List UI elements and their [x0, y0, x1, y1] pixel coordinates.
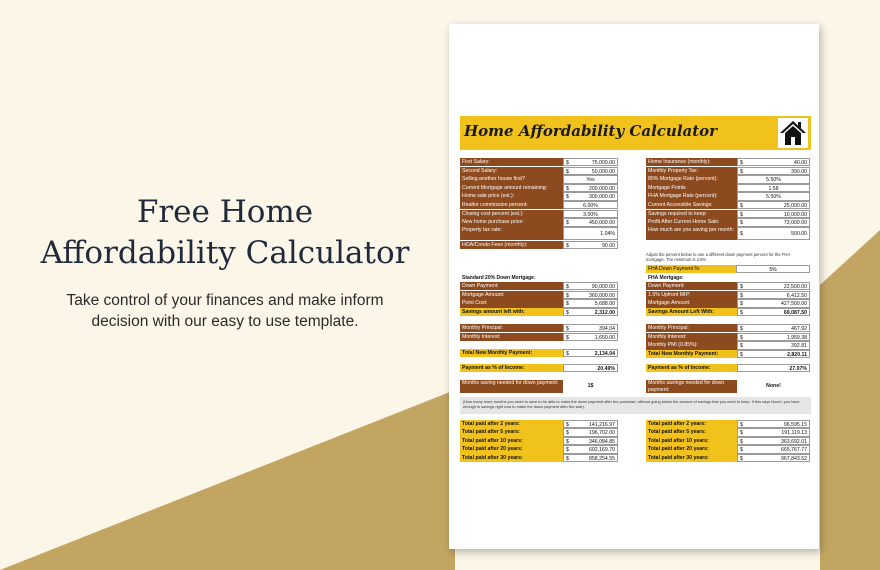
right-input-5	[646, 201, 810, 209]
fha-down-label: FHA Down Payment %:	[646, 265, 736, 273]
fha-interest-label: Monthly Interest:	[646, 333, 737, 341]
right-input-5-label: Current Accessible Savings:	[646, 201, 737, 209]
standard-row-1-value	[563, 291, 618, 299]
fha-row-0-number: 22,500.00	[783, 284, 807, 290]
right-input-0-number: 40.00	[794, 160, 807, 166]
subtitle-line-2: decision with our easy to use template.	[91, 313, 359, 330]
left-input-5	[460, 201, 618, 209]
fha-total-paid-0	[646, 420, 810, 428]
right-input-1-label: Monthly Property Tax:	[646, 167, 737, 175]
standard-total-paid-2	[460, 437, 618, 445]
left-input-9-value[interactable]	[563, 241, 618, 249]
right-input-0	[646, 158, 810, 166]
left-input-7-label: New home purchase price:	[460, 218, 563, 226]
currency-symbol: $	[740, 422, 743, 428]
title-line-1: Free Home	[136, 194, 314, 230]
standard-principal-value	[563, 324, 618, 332]
left-input-7-value[interactable]	[563, 218, 618, 226]
right-input-6-number: 10,000.00	[783, 211, 807, 218]
standard-months-number: 1$	[587, 383, 594, 389]
fha-pct-value	[737, 364, 810, 372]
standard-savings-value	[563, 308, 618, 316]
left-input-6	[460, 210, 618, 218]
left-input-4-number: 300,000.00	[589, 194, 615, 201]
left-input-0-value[interactable]	[563, 158, 618, 166]
currency-symbol: $	[740, 326, 743, 332]
standard-total-paid-0-number: 141,216.97	[589, 422, 615, 428]
right-input-4-number: 5.50%	[766, 194, 781, 201]
fha-row-2-value	[737, 299, 810, 307]
currency-symbol: $	[740, 343, 743, 350]
fha-pmi	[646, 341, 810, 349]
currency-symbol: $	[740, 292, 743, 299]
standard-savings-number: 2,312.00	[594, 310, 615, 316]
standard-total-paid-2-value	[563, 437, 618, 445]
standard-total-paid-4	[460, 454, 618, 462]
standard-total-paid-0-label: Total paid after 2 years:	[460, 420, 563, 428]
standard-interest-value	[563, 333, 618, 341]
left-input-9-number: 90.00	[602, 242, 615, 249]
fha-note: Adjust the percent below to use a different down payment percent for the FHA mortgage. The minimum is 3.5%	[646, 252, 791, 263]
standard-row-0	[460, 282, 618, 290]
standard-total-paid-4-label: Total paid after 30 years:	[460, 454, 563, 462]
currency-symbol: $	[566, 310, 569, 316]
right-input-8-label: How much are you saving per month:	[646, 227, 737, 240]
fha-total-paid-1	[646, 428, 810, 436]
currency-symbol: $	[566, 447, 569, 454]
left-input-0-number: 75,000.00	[591, 160, 615, 166]
fha-total-paid-1-number: 191,119.13	[781, 430, 807, 437]
left-input-6-label: Closing cost percent (est.):	[460, 210, 563, 218]
currency-symbol: $	[566, 455, 569, 462]
standard-pct-number: 20.49%	[597, 366, 615, 372]
standard-total-paid-2-number: 346,084.85	[589, 438, 615, 445]
left-input-4-label: Home sale price (est.):	[460, 192, 563, 200]
left-input-1	[460, 167, 618, 175]
fha-principal	[646, 324, 810, 332]
fha-months-label: Months savings needed for down payment:	[646, 380, 737, 393]
fha-interest-number: 1,959.38	[786, 334, 807, 341]
left-input-8	[460, 227, 618, 240]
fha-pmi-value	[737, 341, 810, 349]
fha-pct-label: Payment as % of Income:	[646, 364, 737, 372]
standard-row-1	[460, 291, 618, 299]
right-input-1	[646, 167, 810, 175]
standard-row-2-label: Point Cost:	[460, 299, 563, 307]
currency-symbol: $	[566, 242, 569, 249]
standard-total-paid-3	[460, 445, 618, 453]
left-input-0	[460, 158, 618, 166]
currency-symbol: $	[566, 334, 569, 341]
months-note: (How many more months you need to save to be able to make the down payment after the purchase, without going below the amount of savings that you need to keep. If this says None!, you have enough in savings right now to make the down payment after the sale).	[463, 399, 800, 409]
fha-row-2-number: 427,500.00	[781, 301, 807, 308]
fha-pmi-label: Monthly PMI (0.85%):	[646, 341, 737, 349]
standard-interest-number: 1,650.00	[594, 334, 615, 341]
standard-total-paid-4-number: 858,254.55	[589, 455, 615, 462]
left-input-6-number: 3.00%	[583, 211, 598, 218]
standard-total-paid-1-value	[563, 428, 618, 436]
left-input-5-number: 6.00%	[583, 203, 598, 209]
fha-row-0-label: Down Payment:	[646, 282, 737, 290]
left-input-2-value[interactable]	[563, 175, 618, 183]
standard-total-value	[563, 349, 618, 357]
right-input-8	[646, 227, 810, 240]
standard-total-paid-4-value	[563, 454, 618, 462]
left-input-1-number: 50,000.00	[591, 168, 615, 175]
left-input-5-label: Realtor commission percent:	[460, 201, 563, 209]
currency-symbol: $	[566, 438, 569, 445]
fha-heading: FHA Mortgage:	[648, 275, 684, 281]
currency-symbol: $	[740, 430, 743, 437]
fha-total-paid-2-label: Total paid after 10 years:	[646, 437, 737, 445]
standard-row-1-label: Mortgage Amount:	[460, 291, 563, 299]
fha-total-number: 2,820.11	[787, 351, 807, 358]
currency-symbol: $	[566, 220, 569, 227]
currency-symbol: $	[740, 230, 743, 237]
right-input-3	[646, 184, 810, 192]
left-input-9	[460, 241, 618, 249]
fha-months-number: None!	[766, 383, 781, 389]
right-input-3-label: Mortgage Points	[646, 184, 737, 192]
fha-months	[646, 380, 810, 393]
currency-symbol: $	[740, 455, 743, 462]
left-input-8-value[interactable]	[563, 227, 618, 240]
left-input-0-label: First Salary:	[460, 158, 563, 166]
right-input-1-value[interactable]	[737, 167, 810, 175]
currency-symbol: $	[740, 351, 743, 358]
fha-down-payment-row	[646, 265, 810, 273]
page-subtitle	[40, 290, 410, 332]
currency-symbol: $	[566, 168, 569, 175]
fha-savings-label: Savings Amount Left With:	[646, 308, 737, 316]
fha-total-paid-1-label: Total paid after 5 years:	[646, 428, 737, 436]
fha-pct	[646, 364, 810, 372]
right-input-7	[646, 218, 810, 226]
standard-total-paid-3-number: 602,169.70	[589, 447, 615, 454]
standard-total	[460, 349, 618, 357]
right-input-6-label: Savings required to keep:	[646, 210, 737, 218]
currency-symbol: $	[566, 194, 569, 201]
currency-symbol: $	[740, 301, 743, 308]
currency-symbol: $	[566, 185, 569, 192]
standard-row-0-value	[563, 282, 618, 290]
standard-row-2	[460, 299, 618, 307]
right-input-7-value[interactable]	[737, 218, 810, 226]
right-input-0-value[interactable]	[737, 158, 810, 166]
fha-total-paid-3-value	[737, 445, 810, 453]
right-input-4-value[interactable]	[737, 192, 810, 200]
standard-pct-label: Payment as % of Income:	[460, 364, 563, 372]
left-input-3	[460, 184, 618, 192]
standard-row-1-number: 360,000.00	[589, 292, 615, 299]
left-input-8-number: 1.04%	[600, 230, 615, 237]
title-line-2: Affordability Calculator	[40, 235, 410, 271]
fha-row-0	[646, 282, 810, 290]
fha-principal-label: Monthly Principal:	[646, 324, 737, 332]
currency-symbol: $	[740, 334, 743, 341]
sheet-title: Home Affordability Calculator	[464, 122, 718, 140]
standard-total-paid-2-label: Total paid after 10 years:	[460, 437, 563, 445]
fha-savings-number: 69,087.50	[783, 310, 807, 316]
standard-row-0-label: Down Payment:	[460, 282, 563, 290]
currency-symbol: $	[566, 284, 569, 290]
standard-principal-label: Monthly Principal:	[460, 324, 563, 332]
fha-savings-value	[737, 308, 810, 316]
right-input-8-number: 500.00	[791, 230, 807, 237]
right-input-0-label: Home Insurance (monthly):	[646, 158, 737, 166]
fha-row-1	[646, 291, 810, 299]
standard-principal	[460, 324, 618, 332]
right-input-2-number: 5.50%	[766, 177, 781, 184]
standard-total-paid-0-value	[563, 420, 618, 428]
standard-interest	[460, 333, 618, 341]
fha-interest	[646, 333, 810, 341]
fha-total-paid-2-number: 363,692.01	[781, 438, 807, 445]
left-input-2-number: Yes	[586, 177, 595, 184]
left-input-3-number: 200,000.00	[589, 185, 615, 192]
fha-row-1-number: 6,412.50	[786, 292, 807, 299]
left-input-4	[460, 192, 618, 200]
left-input-1-label: Second Salary:	[460, 167, 563, 175]
standard-row-0-number: 90,000.00	[591, 284, 615, 290]
fha-row-1-value	[737, 291, 810, 299]
standard-total-number: 2,134.04	[594, 351, 615, 357]
right-input-2-value[interactable]	[737, 175, 810, 183]
right-input-5-value[interactable]	[737, 201, 810, 209]
spreadsheet-preview	[449, 24, 819, 549]
standard-months-label: Months saving needed for down payment:	[460, 380, 563, 393]
currency-symbol: $	[566, 160, 569, 166]
gold-corner-shape	[820, 230, 880, 570]
fha-total-paid-0-value	[737, 420, 810, 428]
right-input-2	[646, 175, 810, 183]
currency-symbol: $	[740, 168, 743, 175]
fha-total-paid-1-value	[737, 428, 810, 436]
left-input-6-value[interactable]	[563, 210, 618, 218]
currency-symbol: $	[566, 292, 569, 299]
right-input-6-value[interactable]	[737, 210, 810, 218]
sheet-title-banner	[460, 116, 811, 150]
gold-diagonal-band	[0, 390, 455, 570]
fha-total-paid-4	[646, 454, 810, 462]
standard-savings-label: Savings amount left with:	[460, 308, 563, 316]
standard-total-paid-1-label: Total paid after 5 years:	[460, 428, 563, 436]
fha-principal-number: 467.92	[791, 326, 807, 332]
standard-months	[460, 380, 618, 393]
standard-total-paid-1-number: 196,702.00	[589, 430, 615, 437]
fha-row-1-label: 1.5% Upfront MIP:	[646, 291, 737, 299]
left-input-4-value[interactable]	[563, 192, 618, 200]
right-input-7-number: 73,000.00	[783, 220, 807, 227]
right-input-4-label: FHA Mortgage Rate (percent):	[646, 192, 737, 200]
currency-symbol: $	[566, 301, 569, 308]
standard-heading: Standard 20% Down Mortgage:	[462, 275, 536, 281]
fha-months-value	[737, 380, 810, 393]
left-input-2	[460, 175, 618, 183]
left-input-3-label: Current Mortgage amount remaining:	[460, 184, 563, 192]
currency-symbol: $	[740, 211, 743, 218]
standard-row-2-value	[563, 299, 618, 307]
fha-total-value	[737, 350, 810, 358]
currency-symbol: $	[740, 160, 743, 166]
currency-symbol: $	[566, 430, 569, 437]
standard-pct-value	[563, 364, 618, 372]
fha-interest-value	[737, 333, 810, 341]
currency-symbol: $	[566, 351, 569, 357]
currency-symbol: $	[566, 422, 569, 428]
right-input-8-value[interactable]	[737, 227, 810, 240]
fha-total-paid-4-value	[737, 454, 810, 462]
right-input-1-number: 390.00	[791, 168, 807, 175]
fha-row-2	[646, 299, 810, 307]
currency-symbol: $	[740, 203, 743, 209]
currency-symbol: $	[740, 310, 743, 316]
currency-symbol: $	[740, 447, 743, 454]
fha-total-paid-4-label: Total paid after 30 years:	[646, 454, 737, 462]
fha-total-paid-0-label: Total paid after 2 years:	[646, 420, 737, 428]
fha-total-label: Total New Monthly Payment:	[646, 350, 737, 358]
standard-interest-label: Monthly Interest:	[460, 333, 563, 341]
currency-symbol: $	[740, 284, 743, 290]
standard-total-paid-1	[460, 428, 618, 436]
fha-total-paid-2-value	[737, 437, 810, 445]
fha-principal-value	[737, 324, 810, 332]
standard-total-paid-0	[460, 420, 618, 428]
right-input-3-number: 1.58	[768, 185, 779, 192]
standard-principal-number: 394.04	[599, 326, 615, 332]
fha-total-paid-4-number: 967,843.52	[781, 455, 807, 462]
left-input-1-value[interactable]	[563, 167, 618, 175]
currency-symbol: $	[566, 326, 569, 332]
right-input-5-number: 25,000.00	[783, 203, 807, 209]
fha-total-paid-3-label: Total paid after 20 years:	[646, 445, 737, 453]
page-title	[30, 192, 420, 274]
right-input-6	[646, 210, 810, 218]
fha-pct-number: 27.07%	[789, 366, 807, 372]
standard-months-value	[563, 380, 618, 393]
fha-total-paid-3	[646, 445, 810, 453]
right-input-3-value[interactable]	[737, 184, 810, 192]
standard-savings	[460, 308, 618, 316]
house-icon	[778, 118, 808, 148]
fha-row-2-label: Mortgage Amount:	[646, 299, 737, 307]
subtitle-line-1: Take control of your finances and make inform	[66, 292, 384, 309]
fha-pmi-number: 392.81	[791, 343, 807, 350]
fha-total-paid-2	[646, 437, 810, 445]
right-input-2-label: 80% Mortgage Rate (percent):	[646, 175, 737, 183]
fha-down-value[interactable]: 5%	[736, 265, 810, 273]
left-input-7	[460, 218, 618, 226]
left-input-5-value[interactable]	[563, 201, 618, 209]
fha-savings	[646, 308, 810, 316]
standard-total-label: Total New Monthly Payment:	[460, 349, 563, 357]
left-input-2-label: Selling another house first?	[460, 175, 563, 183]
left-input-9-label: HOA/Condo Fees (monthly):	[460, 241, 563, 249]
left-input-3-value[interactable]	[563, 184, 618, 192]
currency-symbol: $	[740, 220, 743, 227]
standard-total-paid-3-label: Total paid after 20 years:	[460, 445, 563, 453]
currency-symbol: $	[740, 438, 743, 445]
fha-total-paid-3-number: 665,767.77	[781, 447, 807, 454]
left-input-7-number: 450,000.00	[589, 220, 615, 227]
fha-total	[646, 350, 810, 358]
standard-pct	[460, 364, 618, 372]
right-input-4	[646, 192, 810, 200]
right-input-7-label: Profit After Current Home Sale:	[646, 218, 737, 226]
fha-row-0-value	[737, 282, 810, 290]
standard-row-2-number: 5,688.00	[594, 301, 615, 308]
fha-total-paid-0-number: 96,595.15	[783, 422, 807, 428]
left-input-8-label: Property tax rate:	[460, 227, 563, 240]
standard-total-paid-3-value	[563, 445, 618, 453]
